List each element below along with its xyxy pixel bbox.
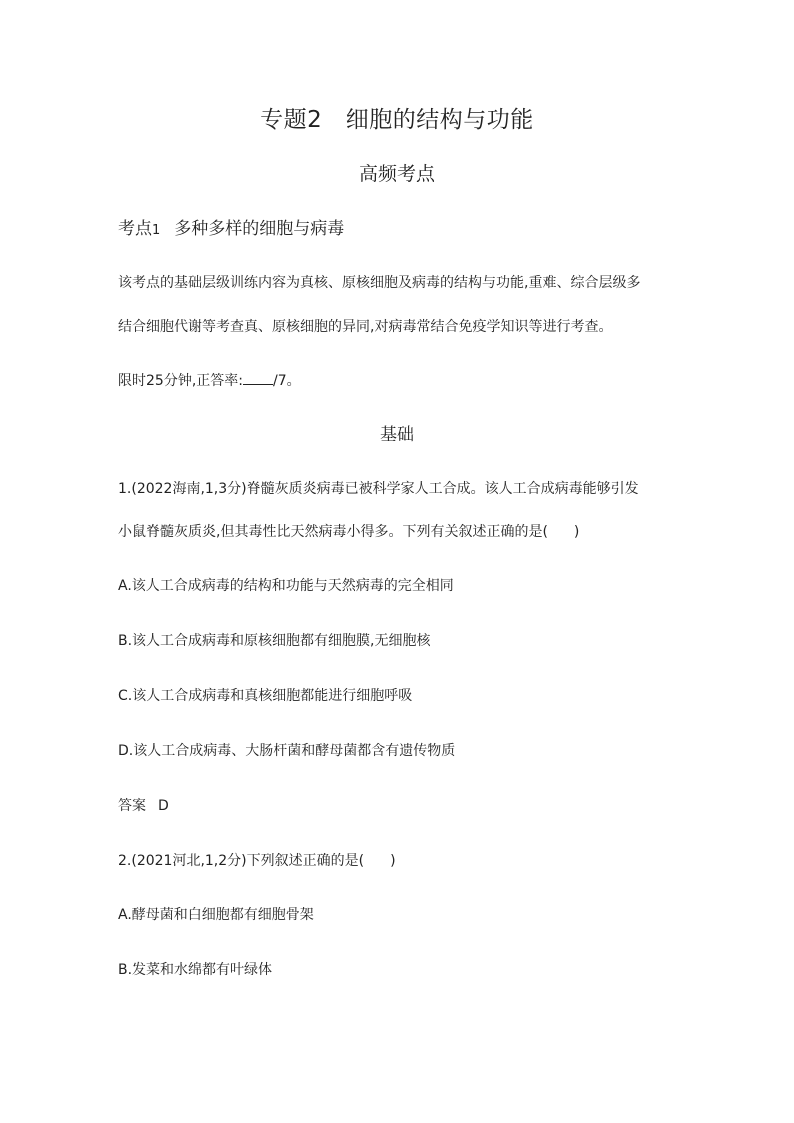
question-2-option-a: A.酵母菌和白细胞都有细胞骨架 xyxy=(118,907,314,923)
question-2-stem xyxy=(118,852,396,870)
time-limit-line xyxy=(118,372,301,390)
question-1-stem-line-1: 1.(2022海南,1,3分)脊髓灰质炎病毒已被科学家人工合成。该人工合成病毒能够引发 xyxy=(118,481,639,497)
page-subtitle: 高频考点 xyxy=(358,163,435,185)
kaodian-label: 考点 xyxy=(118,219,152,239)
kaodian-number: 1 xyxy=(152,223,161,238)
question-1-paren-close: ) xyxy=(573,524,580,540)
question-1-stem-text: 小鼠脊髓灰质炎,但其毒性比天然病毒小得多。下列有关叙述正确的是( xyxy=(118,524,548,540)
question-1-option-c: C.该人工合成病毒和真核细胞都能进行细胞呼吸 xyxy=(118,688,413,704)
time-limit-text: 限时25分钟,正答率: xyxy=(118,373,243,389)
intro-line-1: 该考点的基础层级训练内容为真核、原核细胞及病毒的结构与功能,重难、综合层级多 xyxy=(118,275,641,291)
question-2-stem-text: 2.(2021河北,1,2分)下列叙述正确的是( xyxy=(118,853,365,869)
question-1-stem-line-2 xyxy=(118,523,579,541)
question-1-answer xyxy=(118,797,169,815)
question-1-option-d: D.该人工合成病毒、大肠杆菌和酵母菌都含有遗传物质 xyxy=(118,743,456,759)
question-2-option-b: B.发菜和水绵都有叶绿体 xyxy=(118,962,273,978)
question-1-option-b: B.该人工合成病毒和原核细胞都有细胞膜,无细胞核 xyxy=(118,633,431,649)
answer-value: D xyxy=(158,798,169,814)
question-1-option-a: A.该人工合成病毒的结构和功能与天然病毒的完全相同 xyxy=(118,578,454,594)
answer-label: 答案 xyxy=(118,798,146,814)
page-title: 专题2 细胞的结构与功能 xyxy=(260,107,534,133)
kaodian-heading xyxy=(118,218,344,242)
question-2-paren-close: ) xyxy=(390,853,396,869)
score-blank xyxy=(243,372,273,385)
intro-line-2: 结合细胞代谢等考查真、原核细胞的异同,对病毒常结合免疫学知识等进行考查。 xyxy=(118,319,613,335)
time-limit-suffix: /7。 xyxy=(272,373,301,389)
kaodian-name: 多种多样的细胞与病毒 xyxy=(174,219,345,239)
section-title: 基础 xyxy=(380,425,414,445)
